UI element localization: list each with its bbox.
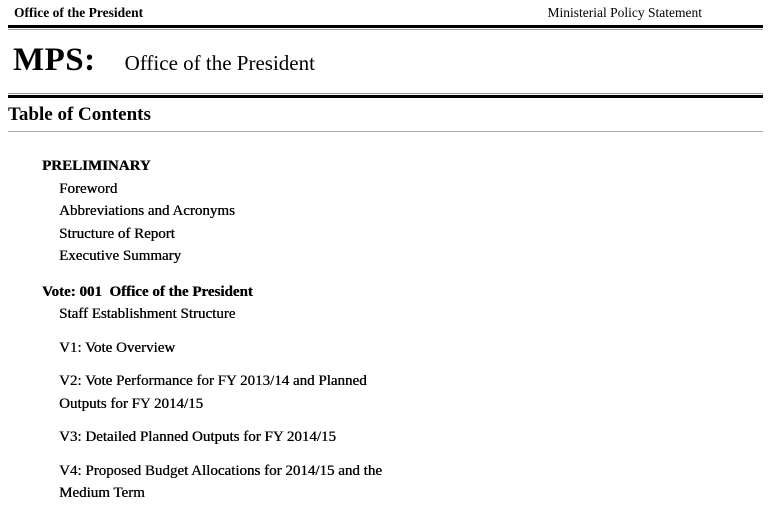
title-rule-thick-line (8, 95, 763, 98)
toc-heading: Table of Contents (8, 104, 151, 125)
table-of-contents (0, 155, 768, 505)
toc-entry-line: V3: Detailed Planned Outputs for FY 2014/15 (59, 429, 336, 445)
toc-heading-underline (8, 131, 763, 132)
toc-section-title: PRELIMINARY (42, 158, 151, 174)
toc-section-vote-001 (0, 281, 768, 326)
toc-entry-v3 (0, 426, 768, 449)
toc-entry-v4 (0, 460, 768, 505)
toc-section-title: Vote: 001 Office of the President (42, 283, 253, 300)
document-title (0, 43, 768, 83)
header-right-text: Ministerial Policy Statement (547, 5, 702, 20)
toc-item: Structure of Report (59, 225, 175, 242)
toc-item: Foreword (59, 180, 118, 197)
page-header (0, 0, 768, 21)
toc-item: Abbreviations and Acronyms (59, 203, 235, 219)
toc-entry-line: V1: Vote Overview (59, 339, 176, 356)
toc-item: Staff Establishment Structure (59, 306, 236, 322)
toc-entry-line: V4: Proposed Budget Allocations for 2014/15 and the (59, 462, 382, 479)
toc-section-preliminary (0, 155, 768, 268)
title-rule (8, 93, 763, 98)
toc-entry-v2 (0, 370, 768, 415)
header-left-text: Office of the President (14, 5, 144, 20)
header-rule-thin-line (8, 29, 763, 30)
title-prefix: MPS: (13, 42, 96, 78)
toc-entry-line: V2: Vote Performance for FY 2013/14 and Planned (59, 373, 367, 389)
toc-entry-line: Medium Term (59, 485, 145, 501)
toc-item: Executive Summary (59, 248, 182, 264)
title-rule-thin-line (8, 93, 763, 94)
header-rule (8, 25, 763, 30)
header-rule-thick-line (8, 25, 763, 28)
toc-entry-v1 (0, 337, 768, 360)
toc-entry-line: Outputs for FY 2014/15 (59, 395, 204, 412)
title-ministry-name: Office of the President (124, 51, 315, 75)
